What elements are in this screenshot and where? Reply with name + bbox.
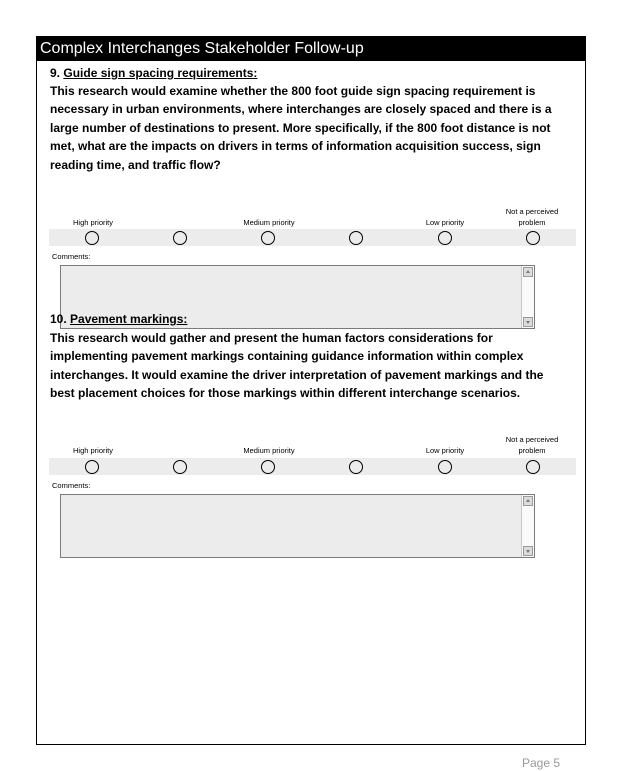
form-page-frame bbox=[36, 36, 586, 745]
question-description: This research would examine whether the 800 foot guide sign spacing requirement is necessary in urban environments, where interchanges are closely spaced and there is a large number of destinations to present. More specifically, if the 800 foot distance is not met, what are the impacts on drivers in terms of information acquisition success, sign reading time, and traffic flow? bbox=[50, 84, 552, 172]
question-topic: Guide sign spacing requirements: bbox=[63, 66, 258, 80]
comments-label: Comments: bbox=[52, 481, 91, 490]
radio-high-priority[interactable] bbox=[85, 231, 99, 245]
question-number: 10. bbox=[50, 312, 67, 326]
priority-scale-labels bbox=[37, 428, 585, 456]
question-heading bbox=[50, 312, 187, 326]
radio-medium-low[interactable] bbox=[349, 460, 363, 474]
scroll-down-button[interactable] bbox=[523, 546, 533, 556]
radio-high-medium[interactable] bbox=[173, 231, 187, 245]
scale-label-not-problem: Not a perceived problem bbox=[505, 207, 559, 227]
radio-medium-priority[interactable] bbox=[261, 231, 275, 245]
question-heading bbox=[50, 66, 257, 80]
radio-high-medium[interactable] bbox=[173, 460, 187, 474]
page-number: Page 5 bbox=[522, 756, 561, 770]
scale-label-low: Low priority bbox=[425, 218, 465, 227]
radio-not-a-problem[interactable] bbox=[526, 460, 540, 474]
arrow-down-icon bbox=[526, 321, 530, 324]
arrow-down-icon bbox=[526, 550, 530, 553]
comments-scrollbar[interactable] bbox=[521, 495, 534, 557]
arrow-up-icon bbox=[526, 499, 530, 502]
radio-high-priority[interactable] bbox=[85, 460, 99, 474]
scale-label-high: High priority bbox=[72, 218, 113, 227]
scale-label-medium: Medium priority bbox=[243, 446, 295, 455]
scale-label-low: Low priority bbox=[425, 446, 465, 455]
radio-medium-low[interactable] bbox=[349, 231, 363, 245]
scale-label-medium: Medium priority bbox=[243, 218, 295, 227]
radio-low-priority[interactable] bbox=[438, 231, 452, 245]
priority-radio-group bbox=[49, 458, 576, 475]
radio-low-priority[interactable] bbox=[438, 460, 452, 474]
scroll-down-button[interactable] bbox=[523, 317, 533, 327]
comments-label: Comments: bbox=[52, 252, 91, 261]
comments-textarea[interactable] bbox=[60, 494, 535, 558]
question-topic: Pavement markings: bbox=[70, 312, 188, 326]
radio-not-a-problem[interactable] bbox=[526, 231, 540, 245]
arrow-up-icon bbox=[526, 270, 530, 273]
comments-scrollbar[interactable] bbox=[521, 266, 534, 328]
scale-label-high: High priority bbox=[72, 446, 113, 455]
priority-radio-group bbox=[49, 229, 576, 246]
scale-label-not-problem: Not a perceived problem bbox=[505, 435, 559, 455]
question-number: 9. bbox=[50, 66, 61, 80]
scroll-up-button[interactable] bbox=[523, 496, 533, 506]
question-description: This research would gather and present the human factors considerations for implementing pavement markings containing guidance information within complex interchanges. It would examine the driver interpretation of pavement markings and the best placement choices for those markings within different interchange scenarios. bbox=[50, 331, 544, 401]
scroll-up-button[interactable] bbox=[523, 267, 533, 277]
page-title: Complex Interchanges Stakeholder Follow-up bbox=[37, 37, 585, 61]
priority-scale-labels bbox=[37, 200, 585, 228]
radio-medium-priority[interactable] bbox=[261, 460, 275, 474]
